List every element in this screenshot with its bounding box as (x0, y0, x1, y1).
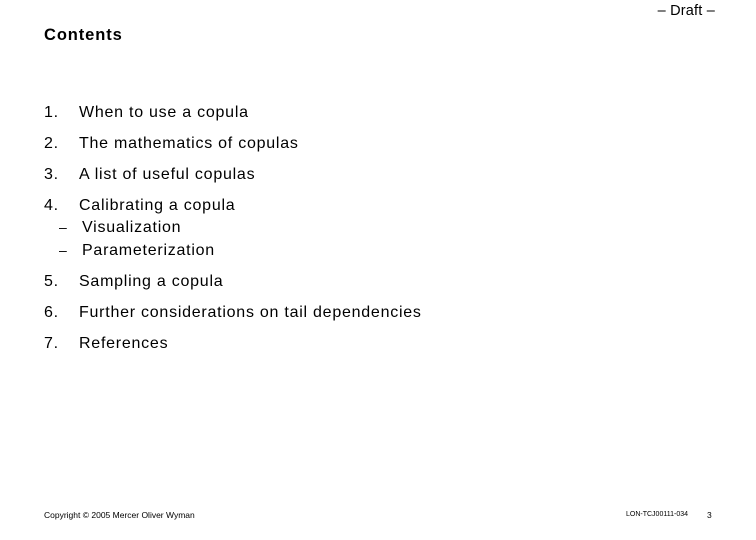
dash-bullet: – (59, 241, 68, 258)
table-of-contents (44, 103, 604, 365)
page-number: 3 (707, 510, 712, 520)
page-title: Contents (44, 26, 123, 44)
toc-subitem-parameterization (44, 239, 604, 262)
toc-item-label: Sampling a copula (79, 273, 224, 290)
toc-item-label: The mathematics of copulas (79, 135, 299, 152)
toc-item-label: When to use a copula (79, 104, 249, 121)
toc-item-7 (44, 334, 604, 353)
toc-item-number: 1. (44, 104, 59, 121)
toc-subitem-label: Parameterization (82, 241, 215, 259)
document-code: LON-TCJ00111-034 (626, 511, 688, 518)
toc-item-6 (44, 303, 604, 322)
toc-item-number: 7. (44, 335, 59, 352)
toc-item-2 (44, 134, 604, 153)
toc-item-number: 5. (44, 273, 59, 290)
toc-item-number: 3. (44, 166, 59, 183)
toc-item-label: Further considerations on tail dependencies (79, 304, 422, 321)
copyright-notice: Copyright © 2005 Mercer Oliver Wyman (44, 510, 195, 520)
toc-subitem-visualization (44, 216, 604, 239)
toc-item-3 (44, 165, 604, 184)
toc-item-label: A list of useful copulas (79, 166, 256, 183)
draft-label: – Draft – (657, 3, 715, 19)
toc-item-number: 4. (44, 197, 59, 214)
toc-item-number: 6. (44, 304, 59, 321)
toc-item-5 (44, 272, 604, 291)
dash-bullet: – (59, 219, 68, 235)
toc-item-4 (44, 196, 604, 215)
toc-item-number: 2. (44, 135, 59, 152)
toc-item-1 (44, 103, 604, 122)
toc-subitem-label: Visualization (82, 219, 182, 236)
toc-sublist-4 (44, 216, 604, 261)
toc-item-label: References (79, 335, 169, 352)
toc-item-label: Calibrating a copula (79, 197, 236, 214)
